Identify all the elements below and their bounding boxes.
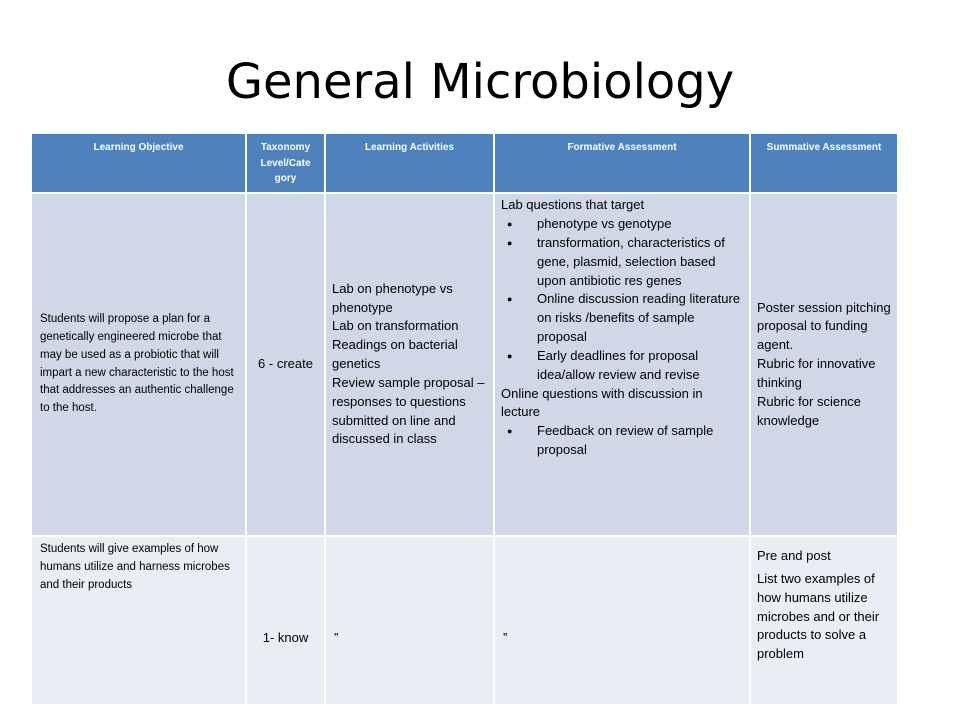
activity-item: Lab on transformation (332, 318, 459, 334)
list-item: ● Feedback on review of sample proposal (501, 422, 743, 460)
summative-item: List two examples of how humans utilize microbes and or their products to solve a problem (757, 570, 880, 662)
bullet-icon: ● (507, 350, 513, 361)
row1-taxonomy: 6 - create (247, 194, 324, 535)
row2-formative: ” (495, 537, 749, 704)
table-row (32, 537, 897, 704)
summative-item: Poster session pitching proposal to funding agent. (757, 299, 891, 353)
header-taxonomy: Taxonomy Level/Cate gory (247, 134, 324, 192)
table-header-row (32, 134, 897, 192)
row1-summative (751, 194, 897, 535)
bullet-icon: ● (507, 218, 513, 229)
bullet-icon: ● (507, 294, 513, 305)
list-item: ● Online discussion reading literature on risks /benefits of sample proposal (501, 290, 743, 347)
row2-summative (751, 537, 897, 704)
list-item: ● Early deadlines for proposal idea/allow review and revise (501, 347, 743, 385)
row1-objective: Students will propose a plan for a genetically engineered microbe that may be used as a probiotic that will impart a new characteristic to the host that addresses an authentic challenge to the host. (32, 194, 245, 535)
formative-intro: Lab questions that target (501, 197, 645, 212)
row2-taxonomy: 1- know (247, 537, 324, 704)
activity-item: Review sample proposal – responses to questions submitted on line and discussed in class (332, 374, 485, 447)
header-summative-assessment: Summative Assessment (751, 134, 897, 192)
summative-item: Rubric for innovative thinking (757, 356, 876, 390)
list-item: ● transformation, characteristics of gene, plasmid, selection based upon antibiotic res genes (501, 234, 743, 291)
row1-formative (495, 194, 749, 535)
header-learning-objective: Learning Objective (32, 134, 245, 192)
table-row (32, 194, 897, 535)
formative-middle: Online questions with discussion in lecture (501, 385, 703, 420)
header-formative-assessment: Formative Assessment (495, 134, 749, 192)
slide-title: General Microbiology (225, 54, 735, 110)
curriculum-table (30, 132, 899, 706)
bullet-icon: ● (507, 237, 513, 248)
row1-activities (326, 194, 493, 535)
row2-activities: ” (326, 537, 493, 704)
bullet-icon: ● (507, 426, 513, 437)
summative-item: Pre and post (757, 548, 831, 563)
activity-item: Lab on phenotype vs phenotype (332, 280, 453, 315)
list-item: ● phenotype vs genotype (501, 215, 743, 234)
activity-item: Readings on bacterial genetics (332, 337, 458, 372)
row2-objective: Students will give examples of how humans utilize and harness microbes and their products (32, 537, 245, 704)
summative-item: Rubric for science knowledge (757, 393, 862, 428)
header-learning-activities: Learning Activities (326, 134, 493, 192)
